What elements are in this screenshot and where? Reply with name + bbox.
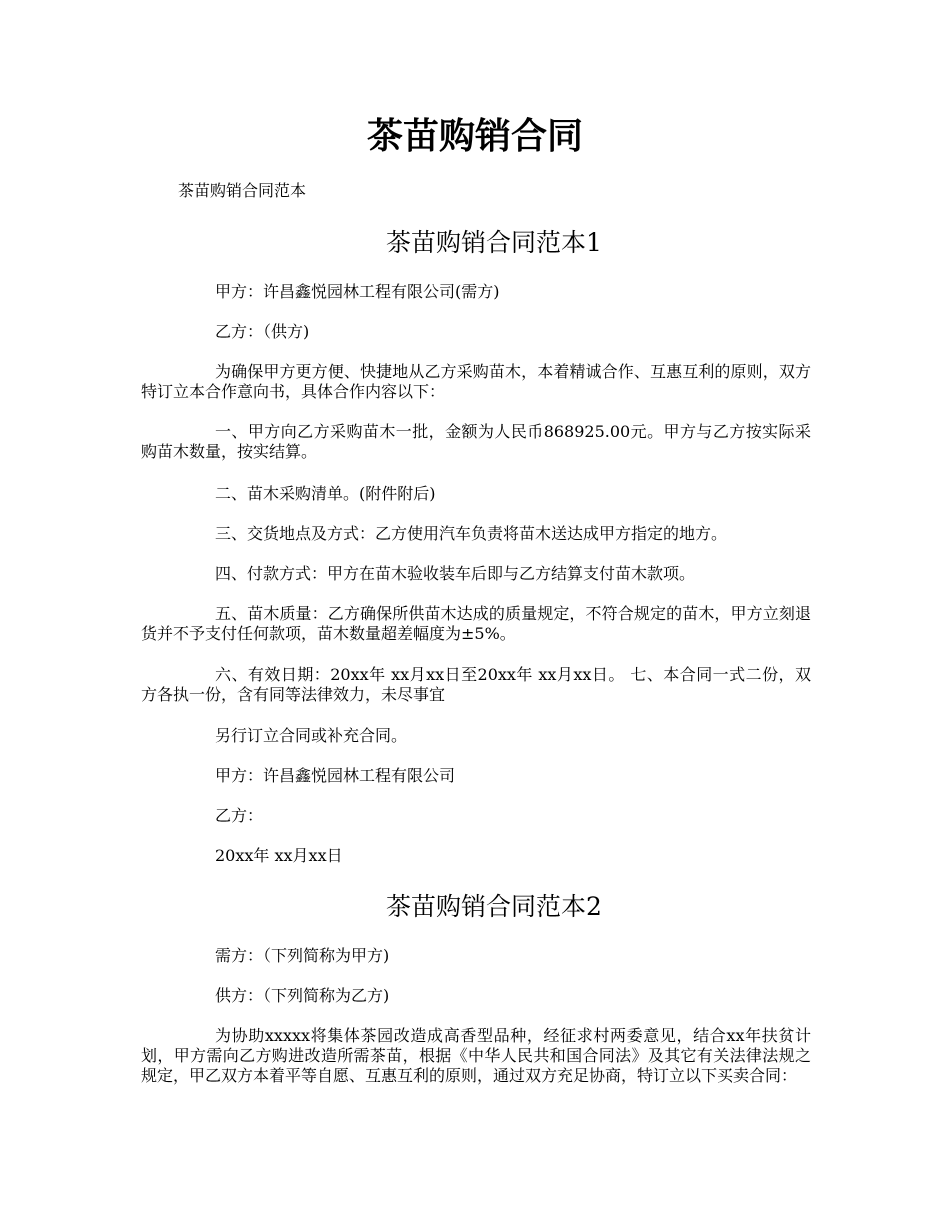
section-2-heading: 茶苗购销合同范本2 — [386, 892, 602, 921]
clause-4: 四、付款方式：甲方在苗木验收装车后即与乙方结算支付苗木款项。 — [215, 564, 696, 583]
intro-paragraph: 为确保甲方更方便、快捷地从乙方采购苗木，本着精诚合作、互惠互利的原则，双方特订立本合作意向书，具体合作内容以下： — [141, 362, 811, 401]
section-1-heading: 茶苗购销合同范本1 — [386, 228, 602, 257]
clause-6-7: 六、有效日期：20xx年 xx月xx日至20xx年 xx月xx日。 七、本合同一式二份，双方各执一份，含有同等法律效力，未尽事宜 — [141, 665, 811, 704]
document-subtitle: 茶苗购销合同范本 — [178, 181, 307, 200]
signature-date: 20xx年 xx月xx日 — [215, 846, 343, 865]
signature-party-b: 乙方： — [215, 806, 264, 825]
clause-3: 三、交货地点及方式：乙方使用汽车负责将苗木送达成甲方指定的地方。 — [215, 524, 728, 543]
clause-5: 五、苗木质量：乙方确保所供苗木达成的质量规定，不符合规定的苗木，甲方立刻退货并不予支付任何款项，苗木数量超差幅度为±5%。 — [141, 604, 811, 643]
party-a-line: 甲方：许昌鑫悦园林工程有限公司(需方) — [215, 282, 500, 301]
signature-party-a: 甲方：许昌鑫悦园林工程有限公司 — [215, 766, 456, 785]
document-title: 茶苗购销合同 — [366, 115, 583, 157]
buyer-line: 需方：（下列简称为甲方) — [215, 946, 390, 965]
clause-7-continued: 另行订立合同或补充合同。 — [215, 726, 408, 745]
section-2-intro: 为协助xxxxx将集体茶园改造成高香型品种，经征求村两委意见，结合xx年扶贫计划，甲方需向乙方购进改造所需茶苗，根据《中华人民共和国合同法》及其它有关法律法规之规定，甲乙双方本着平等自愿、互惠互利的原则，通过双方充足协商，特订立以下买卖合同： — [141, 1026, 811, 1085]
clause-1: 一、甲方向乙方采购苗木一批，金额为人民币868925.00元。甲方与乙方按实际采购苗木数量，按实结算。 — [141, 422, 811, 461]
party-b-line: 乙方：（供方) — [215, 322, 310, 341]
clause-2: 二、苗木采购清单。(附件附后) — [215, 484, 436, 503]
supplier-line: 供方：（下列简称为乙方) — [215, 986, 390, 1005]
